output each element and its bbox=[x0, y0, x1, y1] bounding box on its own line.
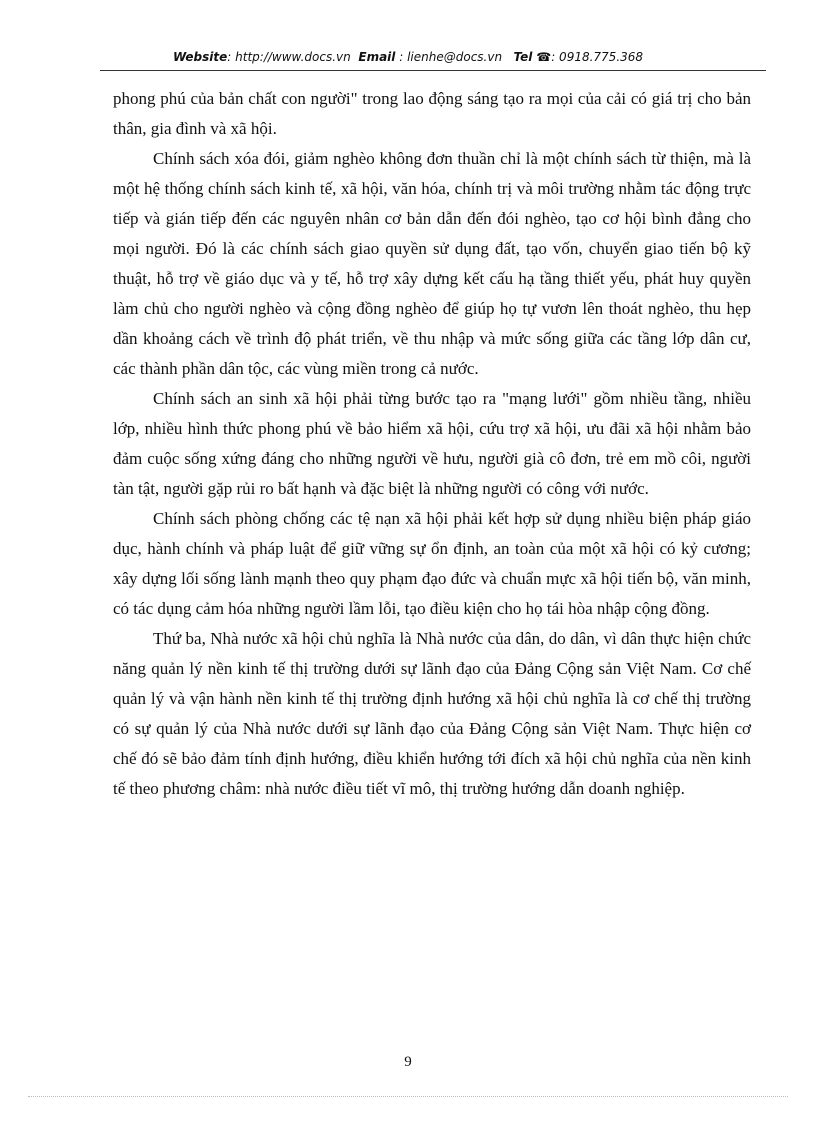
footer-divider bbox=[28, 1096, 788, 1097]
paragraph-1: phong phú của bản chất con người" trong lao động sáng tạo ra mọi của cải có giá trị cho bản thân, gia đình và xã hội. bbox=[113, 89, 751, 138]
phone-icon: ☎ bbox=[536, 50, 552, 64]
website-value: : http://www.docs.vn bbox=[227, 50, 351, 64]
website-label: Website bbox=[172, 50, 228, 64]
paragraph-5: Thứ ba, Nhà nước xã hội chủ nghĩa là Nhà nước của dân, do dân, vì dân thực hiện chức năng quản lý nền kinh tế thị trường dưới sự lãnh đạo của Đảng Cộng sản Việt Nam. Cơ chế quản lý và vận hành nền kinh tế thị trường định hướng xã hội chủ nghĩa là cơ chế thị trường có sự quản lý của Nhà nước dưới sự lãnh đạo của Đảng Cộng sản Việt Nam. Thực hiện cơ chế đó sẽ bảo đảm tính định hướng, điều khiển hướng tới đích xã hội chủ nghĩa của nền kinh tế theo phương châm: nhà nước điều tiết vĩ mô, thị trường hướng dẫn doanh nghiệp. bbox=[113, 629, 751, 798]
paragraph-4: Chính sách phòng chống các tệ nạn xã hội phải kết hợp sử dụng nhiều biện pháp giáo dục, hành chính và pháp luật để giữ vững sự ổn định, an toàn của một xã hội có kỷ cương; xây dựng lối sống lành mạnh theo quy phạm đạo đức và chuẩn mực xã hội tiến bộ, văn minh, có tác dụng cảm hóa những người lầm lỗi, tạo điều kiện cho họ tái hòa nhập cộng đồng. bbox=[113, 509, 751, 618]
paragraph-3: Chính sách an sinh xã hội phải từng bước tạo ra "mạng lưới" gồm nhiều tầng, nhiều lớp, nhiều hình thức phong phú về bảo hiểm xã hội, cứu trợ xã hội, ưu đãi xã hội nhằm bảo đảm cuộc sống xứng đáng cho những người về hưu, người già cô đơn, trẻ em mồ côi, người tàn tật, người gặp rủi ro bất hạnh và đặc biệt là những người có công với nước. bbox=[113, 389, 751, 498]
tel-label: Tel bbox=[513, 50, 533, 64]
email-label: Email bbox=[358, 50, 396, 64]
page-header bbox=[0, 50, 816, 64]
page-number: 9 bbox=[404, 1054, 412, 1070]
paragraph-2: Chính sách xóa đói, giảm nghèo không đơn thuần chỉ là một chính sách từ thiện, mà là một hệ thống chính sách kinh tế, xã hội, văn hóa, chính trị và môi trường nhằm tác động trực tiếp và gián tiếp đến các nguyên nhân cơ bản dẫn đến đói nghèo, tạo cơ hội bình đẳng cho mọi người. Đó là các chính sách giao quyền sử dụng đất, tạo vốn, chuyển giao tiến bộ kỹ thuật, hỗ trợ về giáo dục và y tế, hỗ trợ xây dựng kết cấu hạ tầng thiết yếu, phát huy quyền làm chủ cho người nghèo và cộng đồng nghèo để giúp họ tự vươn lên thoát nghèo, thu hẹp dần khoảng cách về trình độ phát triển, về thu nhập và mức sống giữa các tầng lớp dân cư, các thành phần dân tộc, các vùng miền trong cả nước. bbox=[113, 149, 751, 378]
email-value: : lienhe@docs.vn bbox=[399, 50, 503, 64]
header-divider bbox=[100, 70, 766, 71]
tel-value: : 0918.775.368 bbox=[551, 50, 644, 64]
document-body bbox=[113, 84, 751, 804]
